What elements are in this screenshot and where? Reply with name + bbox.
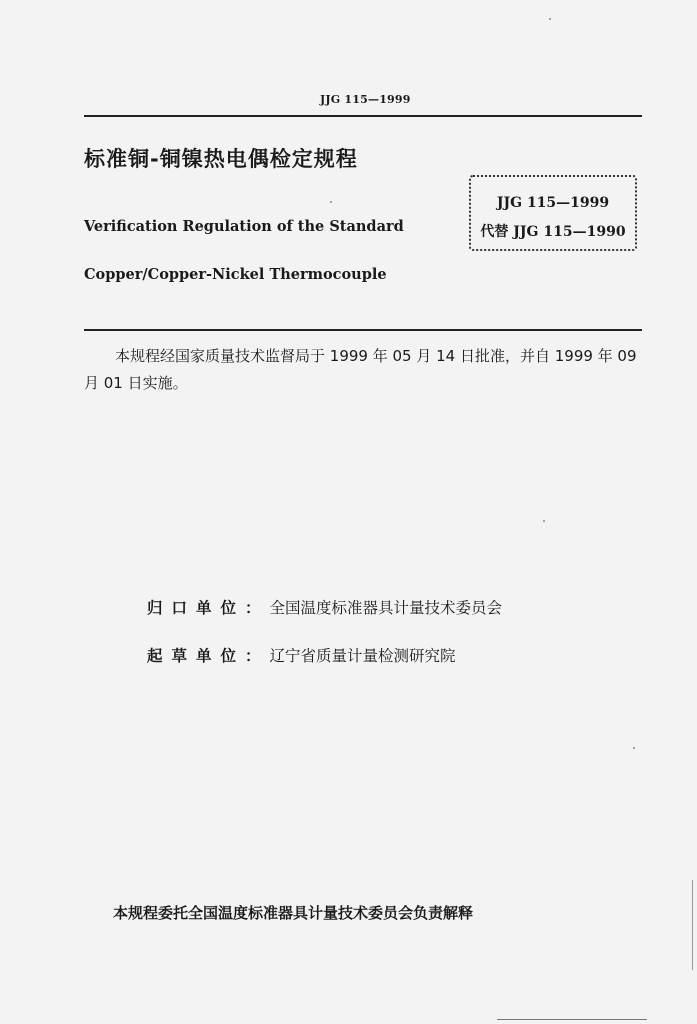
header-rule [84, 115, 642, 117]
header-standard-code: JJG 115—1999 [320, 93, 411, 106]
standard-code-stamp [469, 175, 637, 251]
scan-speck [543, 520, 545, 522]
approval-statement: 本规程经国家质量技术监督局于 1999 年 05 月 14 日批准，并自 1999 年 09 月 01 日实施。 [84, 347, 637, 392]
section-rule [84, 329, 642, 331]
org-row-responsible [147, 596, 502, 618]
scan-speck [330, 201, 332, 203]
org-row-drafting [147, 644, 456, 666]
scan-edge-line [497, 1019, 647, 1020]
scan-edge-line [692, 880, 693, 970]
scan-speck [549, 18, 551, 20]
title-english-line2: Copper/Copper-Nickel Thermocouple [84, 266, 387, 283]
stamp-replaces: 代替 JJG 115—1990 [480, 224, 626, 240]
org-label: 归口单位： [147, 599, 270, 617]
org-value: 全国温度标准器具计量技术委员会 [269, 599, 503, 617]
title-english-line1: Verification Regulation of the Standard [84, 218, 404, 235]
org-value: 辽宁省质量计量检测研究院 [269, 647, 456, 665]
title-chinese: 标准铜-铜镍热电偶检定规程 [84, 147, 358, 171]
org-label: 起草单位： [147, 647, 270, 665]
scan-speck [633, 747, 635, 749]
interpretation-note: 本规程委托全国温度标准器具计量技术委员会负责解释 [113, 904, 474, 922]
stamp-code: JJG 115—1999 [496, 195, 610, 211]
